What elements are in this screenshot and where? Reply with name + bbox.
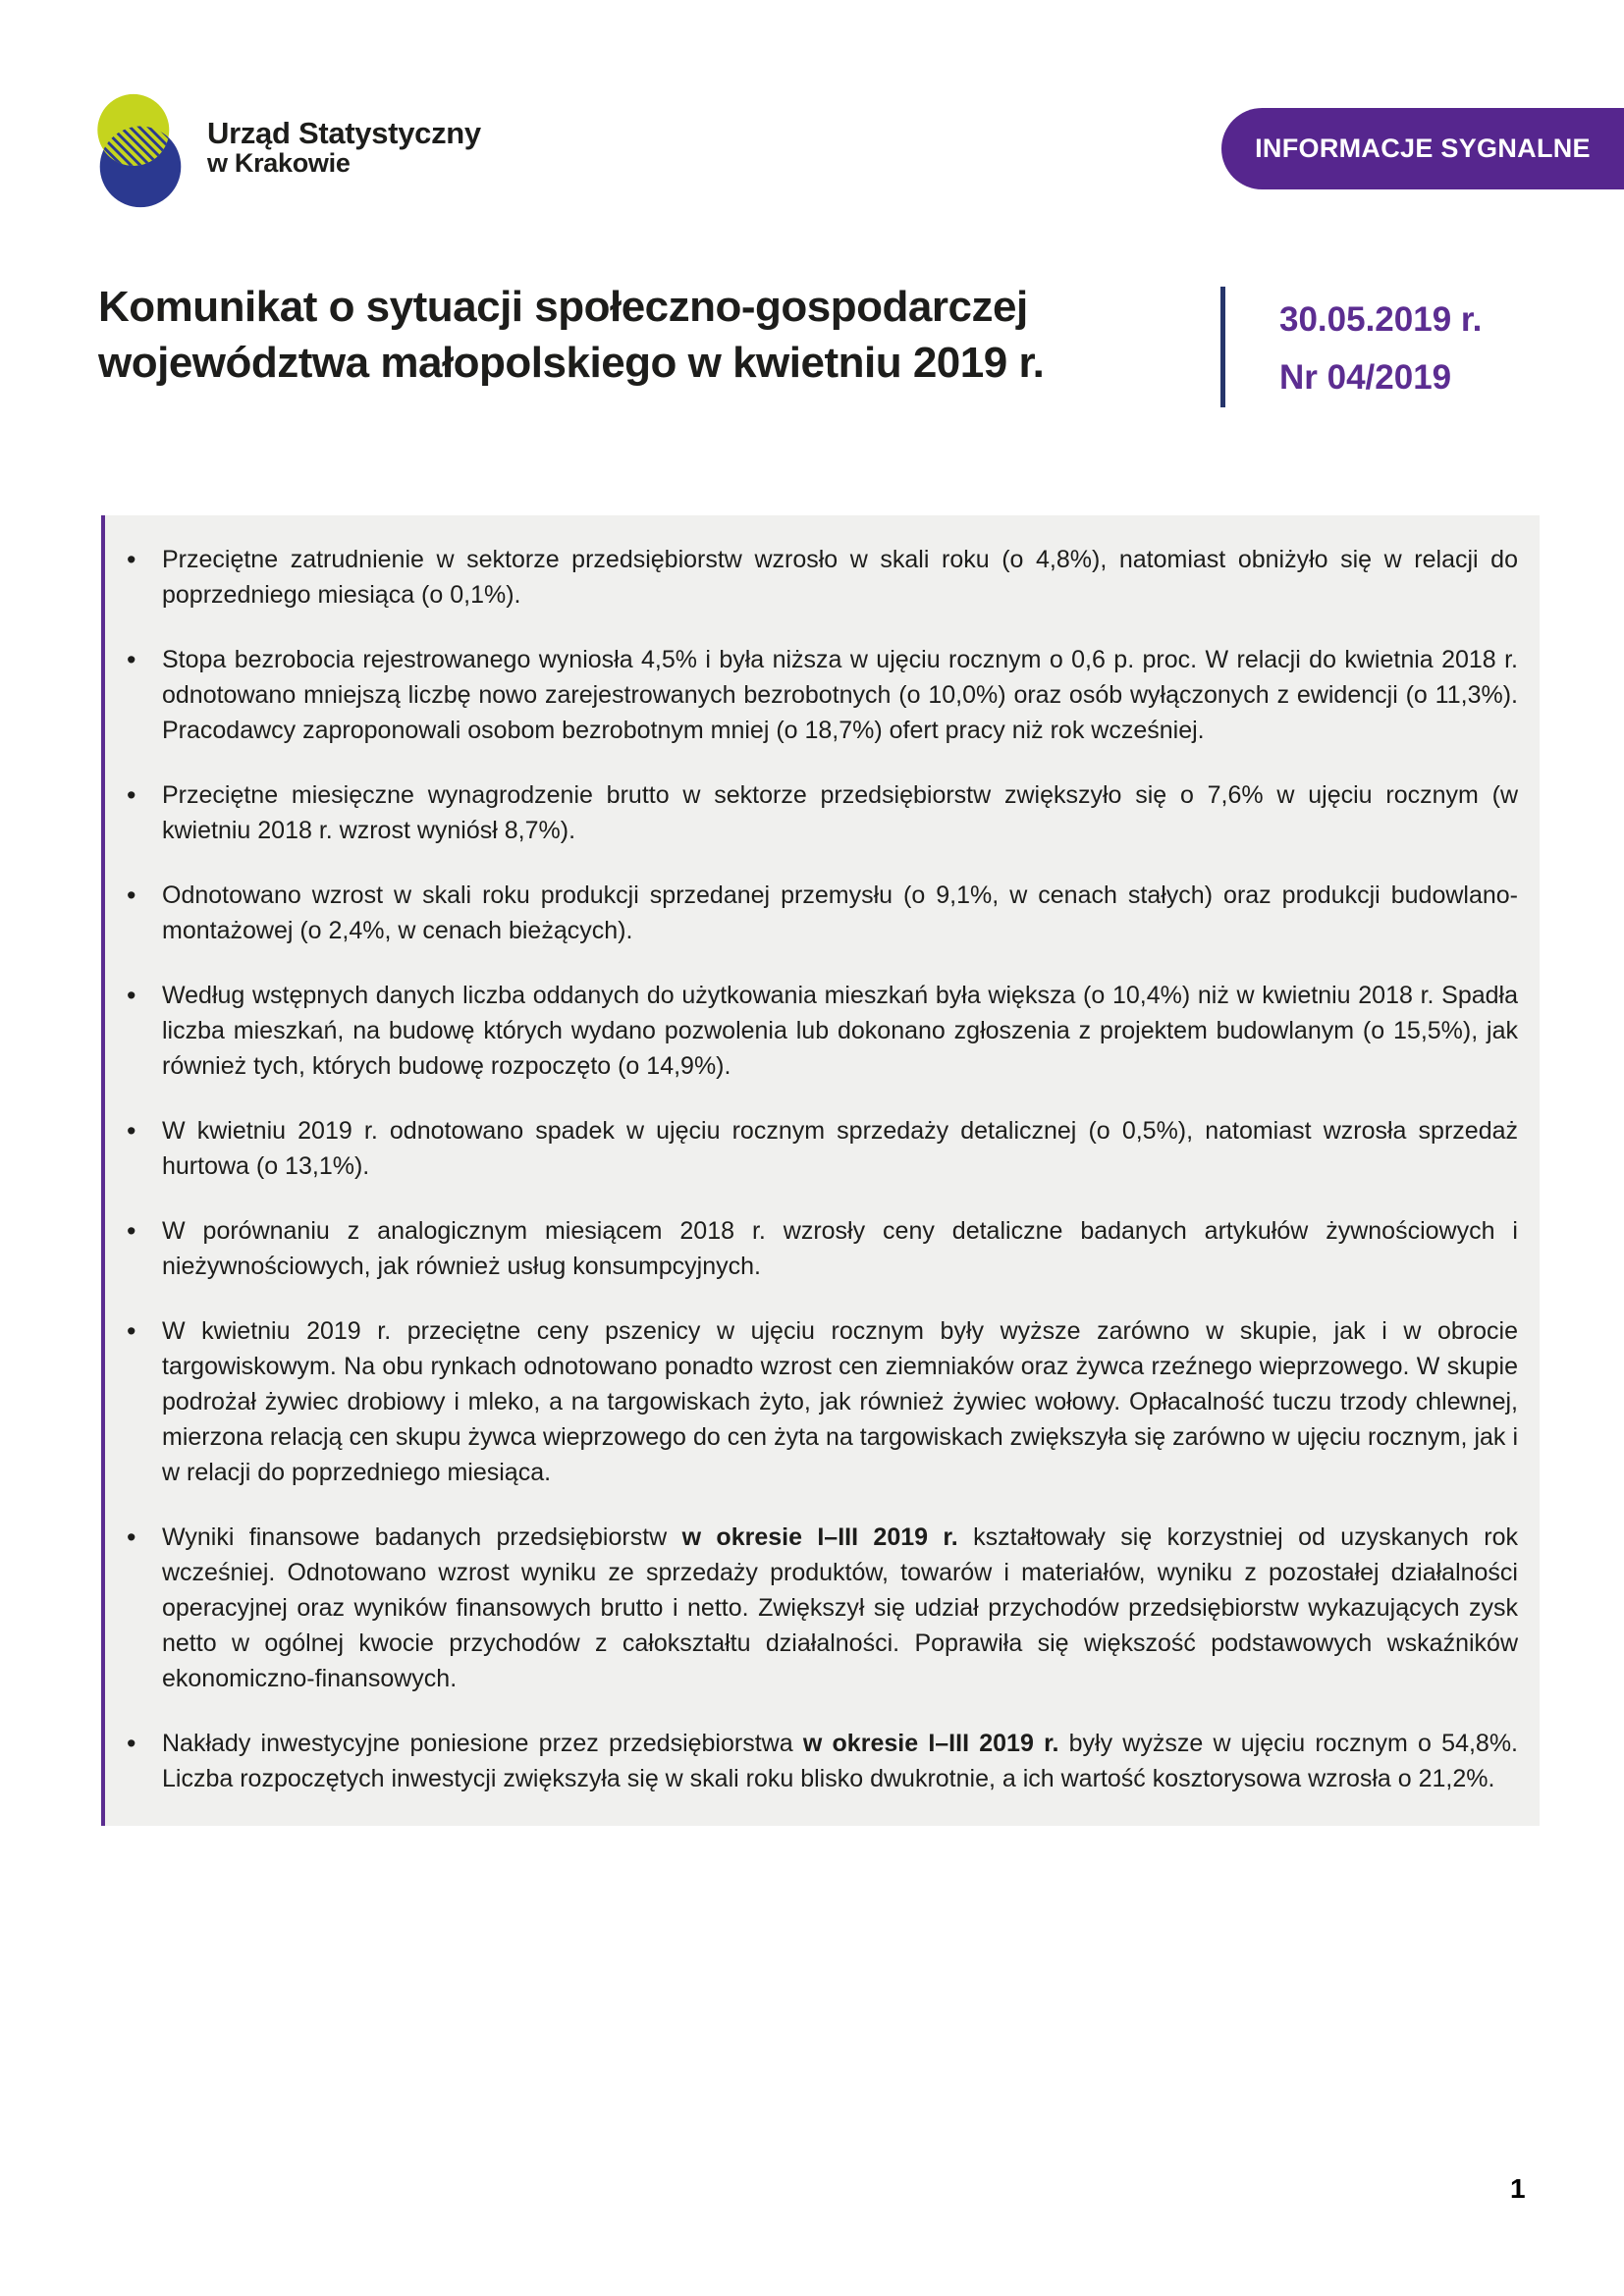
page-title	[98, 279, 1208, 391]
bullet-dot-icon: •	[127, 881, 136, 910]
org-city: w Krakowie	[207, 148, 351, 179]
badge-label: INFORMACJE SYGNALNE	[1255, 133, 1591, 163]
bullet-item	[105, 542, 1518, 613]
bullet-item	[105, 642, 1518, 748]
bullet-item	[105, 1520, 1518, 1696]
informacje-sygnalne-badge	[1221, 108, 1624, 189]
bullet-dot-icon: •	[127, 1729, 136, 1758]
issue-number: Nr 04/2019	[1279, 358, 1452, 397]
org-name: Urząd Statystyczny	[207, 116, 481, 150]
title-divider-line	[1220, 287, 1225, 407]
bullet-item	[105, 777, 1518, 848]
logo-text	[207, 117, 481, 179]
page-number: 1	[1510, 2173, 1526, 2204]
title-line-2: województwa małopolskiego w kwietniu 2019 r.	[98, 339, 1045, 387]
bullet-text: Nakłady inwestycyjne poniesione przez przedsiębiorstwa w okresie I–III 2019 r. były wyższe w ujęciu rocznym o 54,8%. Liczba rozpoczętych inwestycji zwiększyła się w skali roku blisko dwukrotnie, a ich wartość kosztorysowa wzrosła o 21,2%.	[162, 1730, 1518, 1792]
title-line-1: Komunikat o sytuacji społeczno-gospodarczej	[98, 283, 1028, 331]
bullet-text: W kwietniu 2019 r. odnotowano spadek w ujęciu rocznym sprzedaży detalicznej (o 0,5%), natomiast wzrosła sprzedaż hurtowa (o 13,1%).	[162, 1117, 1518, 1180]
bullet-dot-icon: •	[127, 1216, 136, 1246]
bullet-item	[105, 878, 1518, 948]
bullet-dot-icon: •	[127, 1116, 136, 1146]
bullet-text: Odnotowano wzrost w skali roku produkcji sprzedanej przemysłu (o 9,1%, w cenach stałych) oraz produkcji budowlano-montażowej (o 2,4%, w cenach bieżących).	[162, 881, 1518, 944]
bullet-text: W kwietniu 2019 r. przeciętne ceny pszenicy w ujęciu rocznym były wyższe zarówno w skupie, jak i w obrocie targowiskowym. Na obu rynkach odnotowano ponadto wzrost cen ziemniaków oraz żywca rzeźnego wieprzowego. W skupie podrożał żywiec drobiowy i mleko, a na targowiskach żyto, jak również żywiec wołowy. Opłacalność tuczu trzody chlewnej, mierzona relacją cen skupu żywca wieprzowego do cen żyta na targowiskach zwiększyła się zarówno w ujęciu rocznym, jak i w relacji do poprzedniego miesiąca.	[162, 1317, 1518, 1486]
bullet-text: Przeciętne miesięczne wynagrodzenie brutto w sektorze przedsiębiorstw zwiększyło się o 7,6% w ujęciu rocznym (w kwietniu 2018 r. wzrost wyniósł 8,7%).	[162, 781, 1518, 844]
bullet-item	[105, 1113, 1518, 1184]
bullet-text: Stopa bezrobocia rejestrowanego wyniosła 4,5% i była niższa w ujęciu rocznym o 0,6 p. proc. W relacji do kwietnia 2018 r. odnotowano mniejszą liczbę nowo zarejestrowanych bezrobotnych (o 10,0%) oraz osób wyłączonych z ewidencji (o 11,3%). Pracodawcy zaproponowali osobom bezrobotnym mniej (o 18,7%) ofert pracy niż rok wcześniej.	[162, 646, 1518, 744]
bullet-text: Według wstępnych danych liczba oddanych do użytkowania mieszkań była większa (o 10,4%) niż w kwietniu 2018 r. Spadła liczba mieszkań, na budowę których wydano pozwolenia lub dokonano zgłoszenia z projektem budowlanym (o 15,5%), jak również tych, których budowę rozpoczęto (o 14,9%).	[162, 982, 1518, 1080]
bullet-item	[105, 1213, 1518, 1284]
bullet-dot-icon: •	[127, 780, 136, 810]
publication-date: 30.05.2019 r.	[1279, 300, 1483, 339]
bullet-dot-icon: •	[127, 1316, 136, 1346]
bullet-dot-icon: •	[127, 1522, 136, 1552]
bullet-item	[105, 1313, 1518, 1490]
bullet-text: W porównaniu z analogicznym miesiącem 2018 r. wzrosły ceny detaliczne badanych artykułów żywnościowych i nieżywnościowych, jak również usług konsumpcyjnych.	[162, 1217, 1518, 1280]
bullet-dot-icon: •	[127, 981, 136, 1010]
logo-circles-icon	[93, 91, 188, 211]
statistical-office-logo	[93, 91, 481, 211]
bullet-list	[105, 542, 1518, 1796]
bullet-dot-icon: •	[127, 545, 136, 574]
summary-box	[101, 515, 1540, 1826]
bullet-text: Przeciętne zatrudnienie w sektorze przedsiębiorstw wzrosło w skali roku (o 4,8%), natomiast obniżyło się w relacji do poprzedniego miesiąca (o 0,1%).	[162, 546, 1518, 609]
publication-meta	[1279, 291, 1482, 406]
bullet-dot-icon: •	[127, 645, 136, 674]
bullet-item	[105, 978, 1518, 1084]
bullet-text: Wyniki finansowe badanych przedsiębiorstw w okresie I–III 2019 r. kształtowały się korzystniej od uzyskanych rok wcześniej. Odnotowano wzrost wyniku ze sprzedaży produktów, towarów i materiałów, wyniku z pozostałej działalności operacyjnej oraz wyników finansowych brutto i netto. Zwiększył się udział przychodów przedsiębiorstw wykazujących zysk netto w ogólnej kwocie przychodów z całokształtu działalności. Poprawiła się większość podstawowych wskaźników ekonomiczno-finansowych.	[162, 1523, 1518, 1692]
bullet-item	[105, 1726, 1518, 1796]
